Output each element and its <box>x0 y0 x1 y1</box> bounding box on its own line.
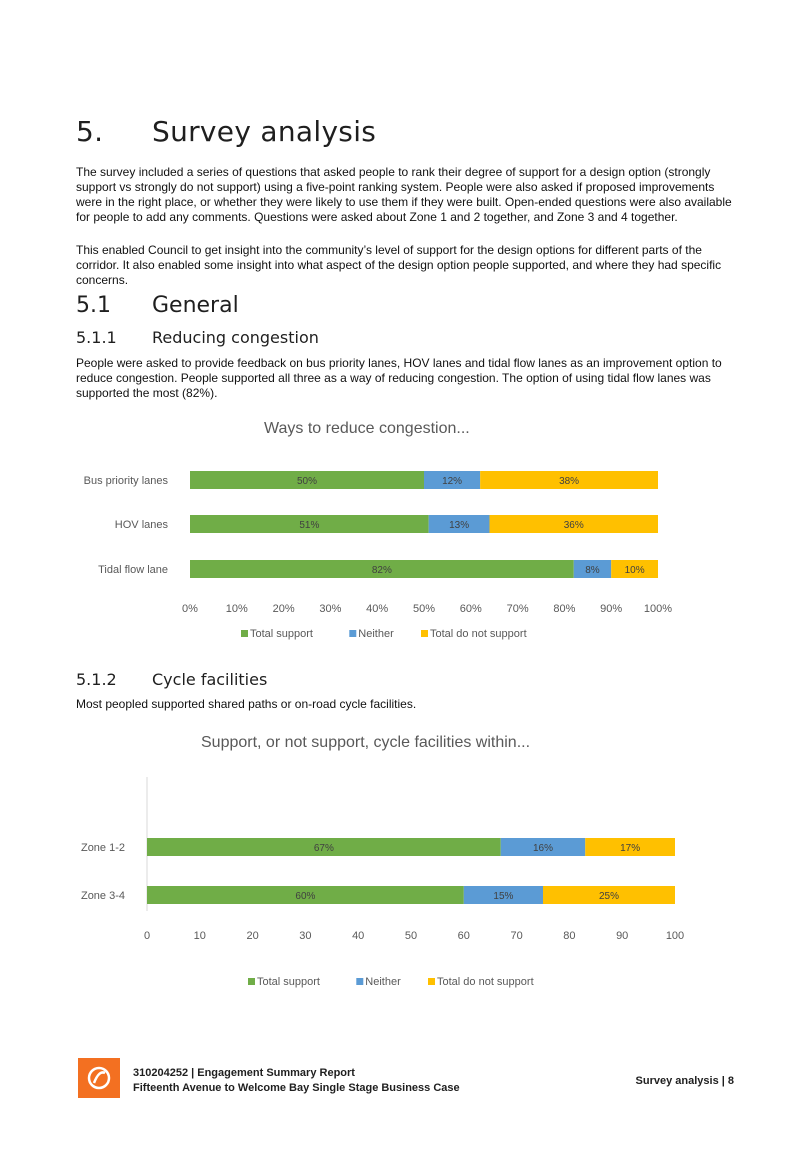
x-tick-label: 30% <box>319 603 342 615</box>
footer-page-label: Survey analysis | 8 <box>635 1075 734 1087</box>
x-tick-label: 90 <box>616 930 629 942</box>
subsection-title: General <box>152 293 239 318</box>
section-number: 5. <box>76 115 104 148</box>
legend-label: Neither <box>358 628 394 640</box>
sub-heading-title: Reducing congestion <box>152 328 319 347</box>
x-tick-label: 20% <box>272 603 295 615</box>
footer-line-1: 310204252 | Engagement Summary Report <box>133 1067 355 1079</box>
legend-swatch <box>241 630 248 637</box>
footer-document-info <box>133 1066 460 1096</box>
x-tick-label: 70 <box>510 930 523 942</box>
legend-swatch <box>356 978 363 985</box>
data-label: 16% <box>532 843 554 854</box>
intro-paragraph-2: This enabled Council to get insight into the community’s level of support for the design options for different parts of the corridor. It also enabled some insight into what aspect of the design option people supported, and where they had specific concerns. <box>76 243 722 287</box>
company-logo-icon <box>78 1058 120 1098</box>
sub-heading-title: Cycle facilities <box>152 670 268 689</box>
sub-heading-cycle <box>76 670 267 689</box>
data-label: 15% <box>493 891 514 902</box>
x-tick-label: 100 <box>665 930 685 942</box>
subsection-heading <box>76 293 239 318</box>
legend-swatch <box>421 630 428 637</box>
legend-label: Total support <box>250 628 313 640</box>
x-tick-label: 80 <box>563 930 576 942</box>
data-label: 8% <box>585 565 600 576</box>
x-tick-label: 40% <box>366 603 389 615</box>
legend-swatch <box>248 978 255 985</box>
x-tick-label: 40 <box>352 930 365 942</box>
category-label: Bus priority lanes <box>83 475 168 487</box>
x-tick-label: 80% <box>553 603 576 615</box>
sub-heading-number: 5.1.1 <box>76 328 117 347</box>
x-tick-label: 60% <box>459 603 482 615</box>
intro-paragraph-1: The survey included a series of questions that asked people to rank their degree of support for a design option (strongly support vs strongly do not support) using a five-point ranking system. People were also asked if proposed improvements were in the right place, or whether they were likely to use them if they were built. Open-ended questions were also available for people to add any comments. Questions were asked about Zone 1 and 2 together, and Zone 3 and 4 together. <box>76 165 732 224</box>
x-tick-label: 50% <box>412 603 436 615</box>
x-tick-label: 30 <box>299 930 312 942</box>
legend-swatch <box>428 978 435 985</box>
x-tick-label: 10% <box>225 603 248 615</box>
footer-line-2: Fifteenth Avenue to Welcome Bay Single Stage Business Case <box>133 1082 460 1094</box>
data-label: 51% <box>299 520 320 531</box>
data-label: 82% <box>371 565 392 576</box>
legend-label: Total do not support <box>437 976 534 988</box>
data-label: 67% <box>313 843 334 854</box>
x-tick-label: 20 <box>246 930 259 942</box>
data-label: 36% <box>563 520 584 531</box>
section-title: Survey analysis <box>152 115 377 148</box>
legend-label: Total do not support <box>430 628 527 640</box>
x-tick-label: 100% <box>643 603 673 615</box>
x-tick-label: 60 <box>457 930 470 942</box>
data-label: 25% <box>598 891 620 902</box>
category-label: Zone 1-2 <box>80 842 125 854</box>
cycle-chart <box>70 765 700 995</box>
data-label: 38% <box>559 476 580 487</box>
category-label: Zone 3-4 <box>80 890 125 902</box>
congestion-paragraph: People were asked to provide feedback on bus priority lanes, HOV lanes and tidal flow lanes as an improvement option to reduce congestion. People supported all three as a way of reducing congestion. The option of using tidal flow lanes was supported the most (82%). <box>76 356 722 400</box>
chart-2-title: Support, or not support, cycle facilities within... <box>201 734 531 751</box>
congestion-chart <box>70 450 690 650</box>
x-tick-label: 10 <box>193 930 206 942</box>
cycle-paragraph: Most peopled supported shared paths or on-road cycle facilities. <box>76 697 417 711</box>
legend-swatch <box>349 630 356 637</box>
x-tick-label: 0 <box>143 930 151 942</box>
chart-1-title: Ways to reduce congestion... <box>264 420 470 437</box>
x-tick-label: 70% <box>506 603 529 615</box>
category-label: HOV lanes <box>114 519 168 531</box>
subsection-number: 5.1 <box>76 293 111 318</box>
x-tick-label: 90% <box>600 603 623 615</box>
x-tick-label: 50 <box>404 930 418 942</box>
data-label: 10% <box>624 565 645 576</box>
data-label: 50% <box>296 476 318 487</box>
data-label: 13% <box>449 520 470 531</box>
sub-heading-congestion <box>76 328 319 347</box>
legend-label: Neither <box>365 976 401 988</box>
category-label: Tidal flow lane <box>98 564 168 576</box>
section-heading <box>76 115 376 148</box>
x-tick-label: 0% <box>182 603 198 615</box>
legend-label: Total support <box>257 976 320 988</box>
data-label: 17% <box>620 843 641 854</box>
data-label: 12% <box>442 476 463 487</box>
sub-heading-number: 5.1.2 <box>76 670 117 689</box>
data-label: 60% <box>295 891 316 902</box>
